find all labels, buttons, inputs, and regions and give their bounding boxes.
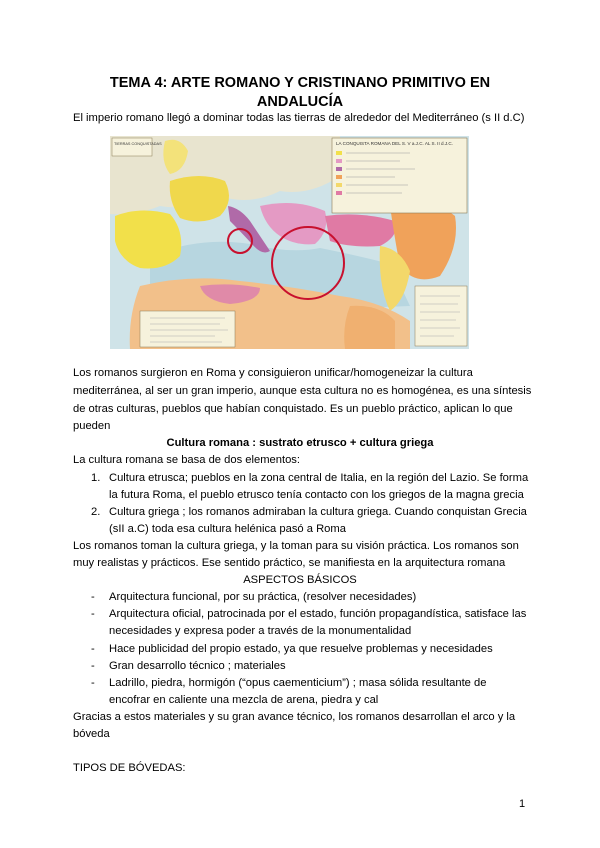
aspects-heading: ASPECTOS BÁSICOS: [243, 574, 357, 586]
intro-text: El imperio romano llegó a dominar todas las tierras de alrededor del Mediterráneo (s II d.C): [73, 112, 525, 124]
document-page: TEMA 4: ARTE ROMANO Y CRISTINANO PRIMITIVO EN ANDALUCÍA El imperio romano llegó a dominar todas las tierras de alrededor del Mediterráneo (s II d.C) LA CONQUISTA ROMANA DEL S. V a.J.C. AL S. II d.J.C. TIERRAS CONQUISTADAS Los romanos surgieron en Roma y consiguieron unificar/homogeneizar la cultura mediterránea, al ser un gran imperio, aunque esta cultura no es homogénea, es una síntesis de otras culturas, pueblos que habían conquistado. Es un pueblo práctico, aplican lo que pueden Cultura romana : sustrato etrusco + cultura griega La cultura romana se basa de dos elementos: 1. Cultura etrusca; pueblos en la zona central de Italia, en la región del Lazio. Se forma la futura Roma, el pueblo etrusco tenía contacto con los griegos de la magna grecia 2. Cultura griega ; los romanos admiraban la cultura griega. Cuando conquistan Grecia (sII a.C) toda esa cultura helénica pasó a Roma Los romanos toman la cultura griega, y la toman para su visión práctica. Los romanos son muy realistas y prácticos. Ese sentido práctico, se manifiesta en la arquitectura romana ASPECTOS BÁSICOS - Arquitectura funcional, por su práctica, (resolver necesidades) - Arquitectura oficial, patrocinada por el estado, función propagandística, satisface las necesidades y expresa poder a través de la monumentalidad - Hace publicidad del propio estado, ya que resuelve problemas y necesidades - Gran desarrollo técnico ; materiales - Ladrillo, piedra, hormigón (“opus caementicium”) ; masa sólida resultante de encofrar en caliente una mezcla de arena, piedra y cal Gracias a estos materiales y su gran avance técnico, los romanos desarrollan el arco y la bóveda TIPOS DE BÓVEDAS: 1: [0, 0, 600, 848]
page-title: TEMA 4: ARTE ROMANO Y CRISTINANO PRIMITIVO EN ANDALUCÍA: [109, 75, 491, 110]
elements-intro: La cultura romana se basa de dos elementos:: [73, 454, 300, 466]
page-number: 1: [519, 798, 526, 810]
culture-subheading: Cultura romana : sustrato etrusco + cultura griega: [166, 437, 434, 449]
vaults-heading: TIPOS DE BÓVEDAS:: [73, 762, 186, 774]
map-top-label: TIERRAS CONQUISTADAS: [114, 142, 162, 146]
map-legend-title: LA CONQUISTA ROMANA DEL S. V a.J.C. AL S. II d.J.C.: [336, 141, 454, 146]
roman-empire-map: [110, 136, 469, 349]
